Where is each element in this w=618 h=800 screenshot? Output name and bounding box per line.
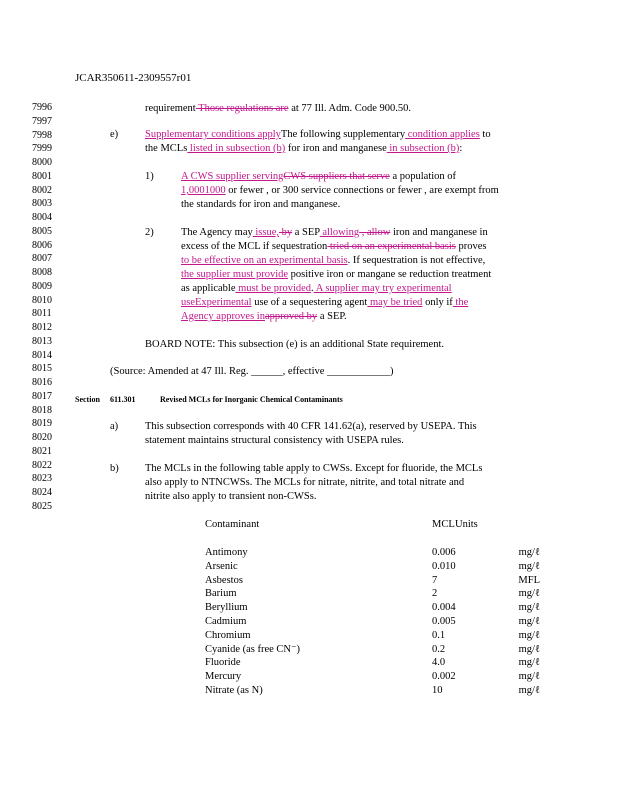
subsection-a-label: a) bbox=[110, 421, 119, 432]
table-cell-mcl: 7 bbox=[432, 574, 438, 586]
line-number: 8002 bbox=[32, 184, 52, 196]
table-cell-mcl: 0.1 bbox=[432, 629, 446, 641]
text-run: The Agency may bbox=[181, 227, 253, 238]
line-number: 8020 bbox=[32, 432, 52, 443]
line-number: 8006 bbox=[32, 239, 52, 251]
line-number: 8023 bbox=[32, 473, 52, 485]
table-cell-contaminant: Cadmium bbox=[205, 616, 247, 627]
inserted-text: Agency approves in bbox=[181, 311, 265, 322]
table-header-units: Units bbox=[455, 519, 478, 530]
table-cell-units: mg/ℓ bbox=[518, 685, 540, 696]
text-run: a SEP. bbox=[317, 311, 347, 322]
text-run: . bbox=[311, 283, 314, 294]
section-code: 611.301 bbox=[110, 395, 136, 404]
item-2-line6 bbox=[181, 298, 468, 309]
inserted-text: Supplementary conditions apply bbox=[145, 129, 281, 140]
deleted-text: tried on an experimental basis bbox=[327, 241, 456, 252]
inserted-text: must be provided bbox=[235, 283, 312, 294]
table-cell-units: mg/ℓ bbox=[518, 560, 540, 572]
item-2-line1 bbox=[181, 228, 488, 239]
item-2-line4 bbox=[181, 270, 491, 281]
deleted-text: , allow bbox=[359, 227, 391, 238]
text-run: or fewer , or 300 service connections or fewer , are exempt from bbox=[225, 185, 499, 196]
text-run: The following supplementary bbox=[280, 129, 406, 140]
inserted-text: A CWS supplier serving bbox=[181, 171, 284, 182]
table-cell-contaminant: Asbestos bbox=[205, 574, 243, 586]
section-label: Section bbox=[75, 395, 100, 404]
item-1-label: 1) bbox=[145, 171, 154, 182]
line-number: 8017 bbox=[32, 390, 52, 402]
table-cell-units: mg/ℓ bbox=[518, 547, 540, 558]
table-cell-mcl: 0.006 bbox=[432, 547, 456, 558]
text-run: a population of bbox=[389, 171, 457, 182]
text-run: at 77 Ill. Adm. Code 900.50. bbox=[288, 103, 412, 114]
deleted-text: approved by bbox=[264, 311, 318, 322]
section-title: Revised MCLs for Inorganic Chemical Contaminants bbox=[160, 395, 343, 404]
deleted-text: Those regulations are bbox=[195, 103, 289, 114]
table-cell-mcl: 10 bbox=[432, 685, 443, 696]
text-run: for iron and manganese bbox=[285, 143, 387, 154]
text-run: use of a sequestering agent bbox=[251, 297, 368, 308]
inserted-text: to be effective bbox=[181, 255, 241, 266]
text-run: the MCLs bbox=[145, 143, 188, 154]
line-number: 8009 bbox=[32, 280, 52, 292]
text-run: proves bbox=[455, 241, 487, 252]
table-cell-units: mg/ℓ bbox=[518, 616, 540, 627]
text-run: . If sequestration is not effective, bbox=[347, 255, 486, 266]
line-number: 8025 bbox=[32, 500, 52, 512]
line-number: 7997 bbox=[32, 115, 52, 127]
table-cell-units: mg/ℓ bbox=[518, 657, 540, 669]
text-run: only if bbox=[422, 297, 453, 308]
line-number: 8022 bbox=[32, 459, 52, 471]
line-number: 7996 bbox=[32, 102, 52, 113]
text-run: as applicable bbox=[181, 283, 236, 294]
inserted-text: in subsection (b) bbox=[386, 143, 460, 154]
line-number: 8018 bbox=[32, 404, 52, 416]
inserted-text: condition applies bbox=[405, 129, 480, 140]
board-note: BOARD NOTE: This subsection (e) is an additional State requirement. bbox=[145, 339, 444, 350]
inserted-text: useExperimental bbox=[181, 297, 252, 308]
line-number: 8016 bbox=[32, 377, 52, 388]
line-number: 8014 bbox=[32, 349, 52, 361]
table-cell-units: MFL bbox=[518, 574, 540, 586]
subsection-e-label: e) bbox=[110, 129, 119, 140]
table-cell-units: mg/ℓ bbox=[518, 671, 540, 683]
table-cell-contaminant: Chromium bbox=[205, 629, 251, 641]
inserted-text: 1,0001000 bbox=[181, 185, 226, 196]
text-run: iron and manganese in bbox=[390, 227, 488, 238]
inserted-text: listed in subsection (b) bbox=[187, 143, 286, 154]
text-run: excess of the MCL if sequestration bbox=[181, 241, 328, 252]
table-cell-units: mg/ℓ bbox=[518, 629, 540, 641]
inserted-text: allowing bbox=[319, 227, 360, 238]
item-2-line5 bbox=[181, 284, 452, 295]
line-number: 8007 bbox=[32, 253, 52, 265]
deleted-text: by bbox=[278, 227, 293, 238]
table-cell-contaminant: Barium bbox=[205, 588, 237, 600]
subsection-b-line2: also apply to NTNCWSs. The MCLs for nitrate, nitrite, and total nitrate and bbox=[145, 477, 465, 488]
table-cell-mcl: 0.010 bbox=[432, 560, 456, 572]
subsection-b-line3: nitrite also apply to transient non-CWSs. bbox=[145, 491, 317, 502]
deleted-text: CWS suppliers that serve bbox=[283, 171, 390, 182]
item-2-line7 bbox=[181, 312, 347, 323]
item-2-label: 2) bbox=[145, 227, 154, 238]
line-number: 7998 bbox=[32, 129, 52, 141]
text-run: : bbox=[459, 143, 463, 154]
line-number: 8013 bbox=[32, 335, 52, 347]
line-number: 8015 bbox=[32, 363, 52, 375]
table-cell-units: mg/ℓ bbox=[518, 588, 540, 600]
line-number: 8024 bbox=[32, 487, 52, 498]
table-cell-contaminant: Nitrate (as N) bbox=[205, 685, 263, 696]
inserted-text: may be tried bbox=[367, 297, 423, 308]
table-cell-mcl: 0.002 bbox=[432, 671, 456, 683]
inserted-text: the bbox=[452, 297, 469, 308]
item-1-line2 bbox=[181, 186, 499, 197]
table-cell-units: mg/ℓ bbox=[518, 602, 540, 614]
line-number: 8003 bbox=[32, 198, 52, 210]
text-run: positive iron or mangane se reduction treatment bbox=[288, 269, 492, 280]
table-cell-mcl: 0.2 bbox=[432, 643, 446, 655]
table-cell-mcl: 2 bbox=[432, 588, 438, 600]
line-number: 8010 bbox=[32, 294, 52, 306]
table-cell-mcl: 0.004 bbox=[432, 602, 456, 614]
table-cell-contaminant: Mercury bbox=[205, 671, 242, 683]
table-cell-mcl: 4.0 bbox=[432, 657, 446, 669]
subsection-a-line1: This subsection corresponds with 40 CFR 141.62(a), reserved by USEPA. This bbox=[145, 421, 477, 432]
table-cell-contaminant: Beryllium bbox=[205, 602, 248, 614]
inserted-text: the supplier must provide bbox=[181, 269, 289, 280]
line-number: 8005 bbox=[32, 225, 52, 237]
item-1-line1 bbox=[181, 172, 456, 183]
line-number: 8011 bbox=[32, 308, 52, 320]
line-number: 8004 bbox=[32, 212, 52, 223]
table-cell-contaminant: Antimony bbox=[205, 547, 248, 558]
line-number: 8019 bbox=[32, 418, 52, 430]
table-cell-mcl: 0.005 bbox=[432, 616, 456, 627]
table-cell-contaminant: Cyanide (as free CN⁻) bbox=[205, 643, 301, 655]
subsection-a-line2: statement maintains structural consistency with USEPA rules. bbox=[145, 435, 404, 446]
table-cell-contaminant: Arsenic bbox=[205, 560, 238, 572]
source-note: (Source: Amended at 47 Ill. Reg. ______, effective ____________) bbox=[110, 366, 394, 377]
line-number: 8008 bbox=[32, 267, 52, 278]
subsection-e-line1 bbox=[145, 130, 491, 141]
table-header-mcl: MCL bbox=[432, 519, 455, 530]
text-run: to bbox=[479, 129, 491, 140]
item-1-line3: the standards for iron and manganese. bbox=[181, 199, 341, 210]
item-2-line3 bbox=[181, 256, 485, 267]
table-cell-contaminant: Fluoride bbox=[205, 657, 241, 669]
line-number: 8012 bbox=[32, 322, 52, 333]
subsection-b-label: b) bbox=[110, 463, 119, 474]
line-number: 7999 bbox=[32, 143, 52, 155]
inserted-text: issue, bbox=[252, 227, 279, 238]
paragraph-requirement bbox=[145, 104, 411, 115]
text-run: requirement bbox=[145, 103, 196, 114]
item-2-line2 bbox=[181, 242, 487, 253]
subsection-b-line1: The MCLs in the following table apply to CWSs. Except for fluoride, the MCLs bbox=[145, 463, 483, 474]
text-run: a SEP bbox=[292, 227, 320, 238]
table-header-contaminant: Contaminant bbox=[205, 519, 260, 530]
document-id: JCAR350611-2309557r01 bbox=[75, 72, 192, 84]
line-number: 8000 bbox=[32, 157, 52, 168]
inserted-text: on an experimental basis bbox=[240, 255, 348, 266]
line-number: 8001 bbox=[32, 170, 52, 182]
inserted-text: A supplier may try experimental bbox=[313, 283, 452, 294]
subsection-e-line2 bbox=[145, 144, 462, 155]
table-cell-units: mg/ℓ bbox=[518, 643, 540, 655]
line-number: 8021 bbox=[32, 445, 52, 457]
